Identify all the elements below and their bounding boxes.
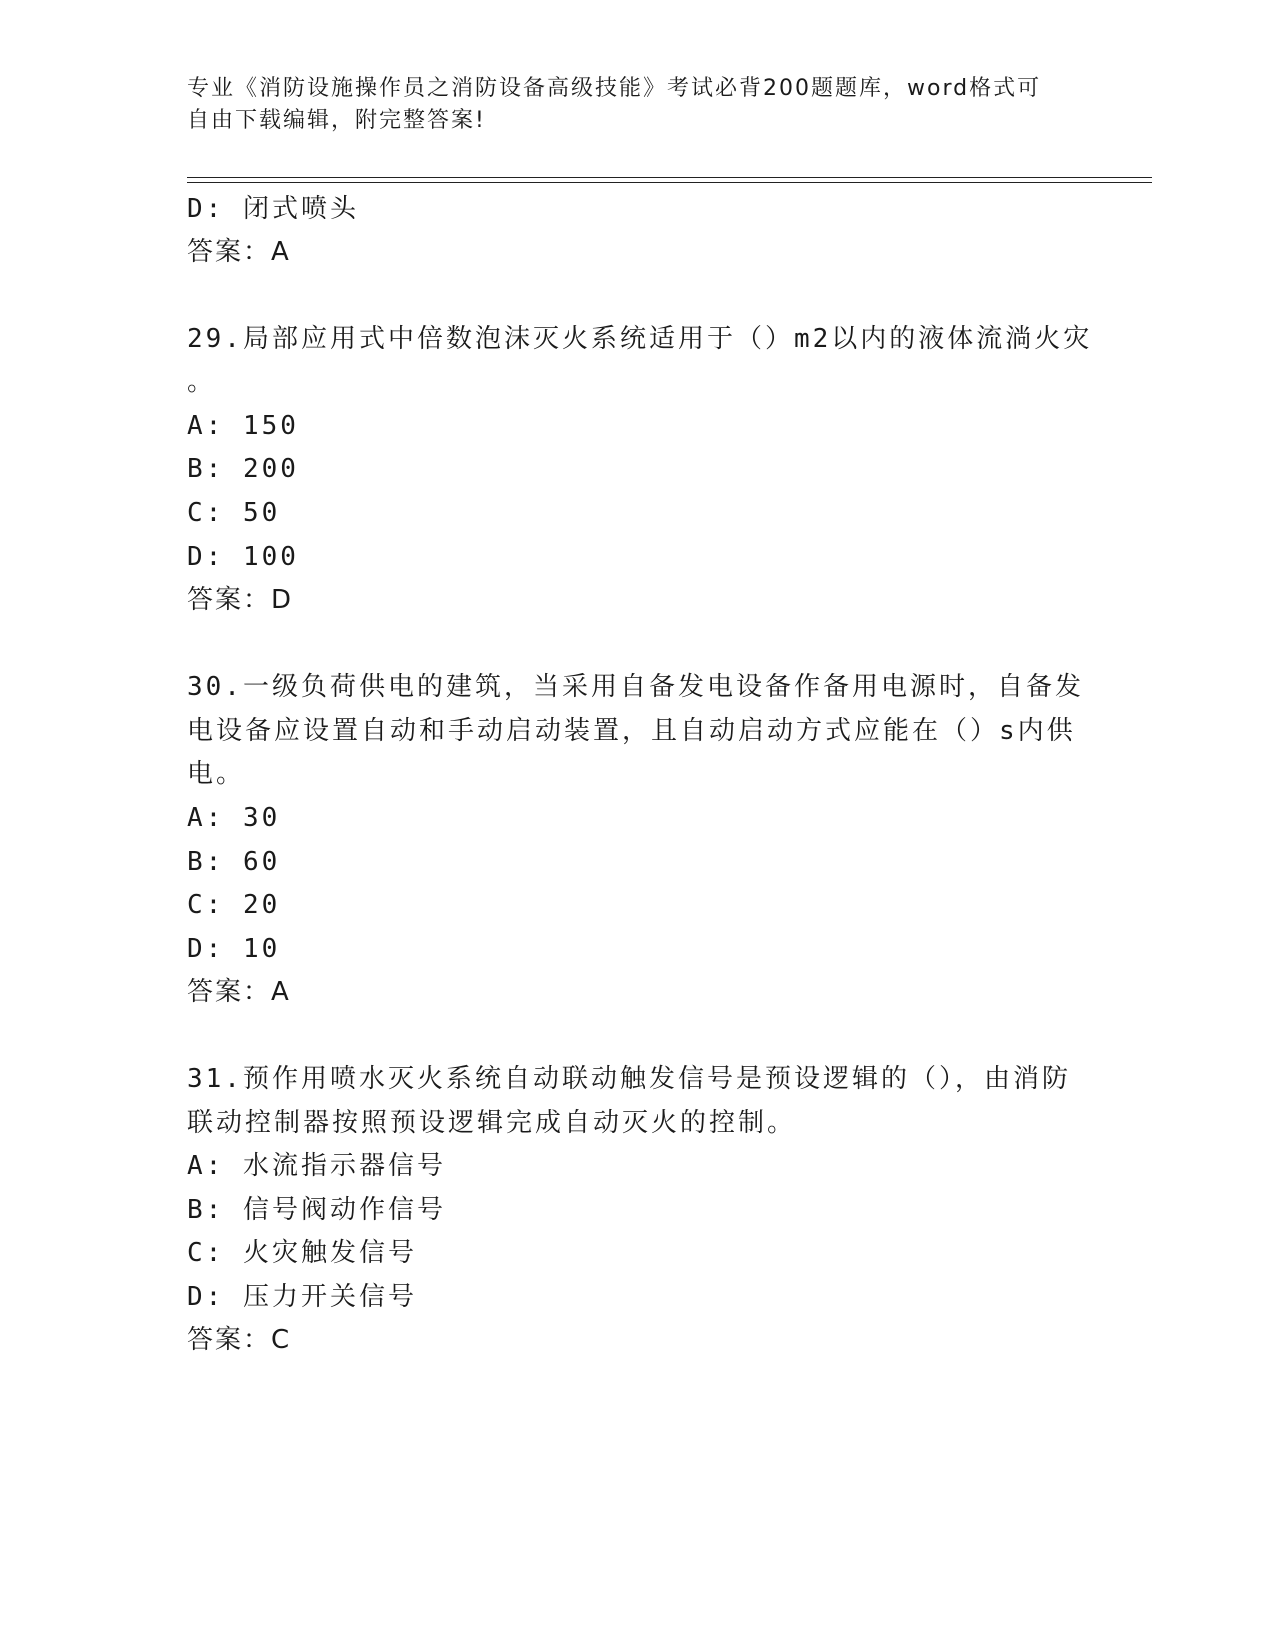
q29-option-c: C: 50	[187, 498, 281, 528]
q30-answer: 答案：A	[187, 977, 291, 1007]
header-divider-top	[187, 177, 1152, 178]
document-header	[187, 73, 1087, 137]
q29-stem-line-2: 。	[187, 367, 217, 397]
q29-option-d: D: 100	[187, 542, 299, 572]
header-line-1: 专业《消防设施操作员之消防设备高级技能》考试必背200题题库，word格式可	[187, 76, 1042, 101]
q29-answer: 答案：D	[187, 585, 294, 615]
q30-option-c: C: 20	[187, 890, 281, 920]
q31-stem-line-2: 联动控制器按照预设逻辑完成自动灭火的控制。	[187, 1108, 797, 1138]
prev-answer: 答案：A	[187, 237, 291, 267]
header-line-2: 自由下载编辑，附完整答案!	[187, 108, 486, 133]
q30-option-a: A: 30	[187, 803, 281, 833]
q29-option-b: B: 200	[187, 454, 299, 484]
q30-stem-line-3: 电。	[187, 759, 246, 789]
q29-option-a: A: 150	[187, 411, 299, 441]
q31-option-d: D: 压力开关信号	[187, 1282, 417, 1312]
q29-stem-line-1: 29.局部应用式中倍数泡沫灭火系统适用于（）m2以内的液体流淌火灾	[187, 324, 1093, 354]
q30-stem-line-1: 30.一级负荷供电的建筑，当采用自备发电设备作备用电源时，自备发	[187, 672, 1084, 702]
q31-stem-line-1: 31.预作用喷水灭火系统自动联动触发信号是预设逻辑的（），由消防	[187, 1064, 1071, 1094]
q30-option-d: D: 10	[187, 934, 281, 964]
q30-stem-line-2: 电设备应设置自动和手动启动装置，且自动启动方式应能在（）s内供	[187, 716, 1076, 746]
q31-option-b: B: 信号阀动作信号	[187, 1195, 446, 1225]
q31-answer: 答案：C	[187, 1325, 292, 1355]
prev-option-d: D: 闭式喷头	[187, 194, 359, 224]
q31-option-c: C: 火灾触发信号	[187, 1238, 417, 1268]
q30-option-b: B: 60	[187, 847, 281, 877]
q31-option-a: A: 水流指示器信号	[187, 1151, 446, 1181]
header-divider-bottom	[187, 182, 1152, 183]
